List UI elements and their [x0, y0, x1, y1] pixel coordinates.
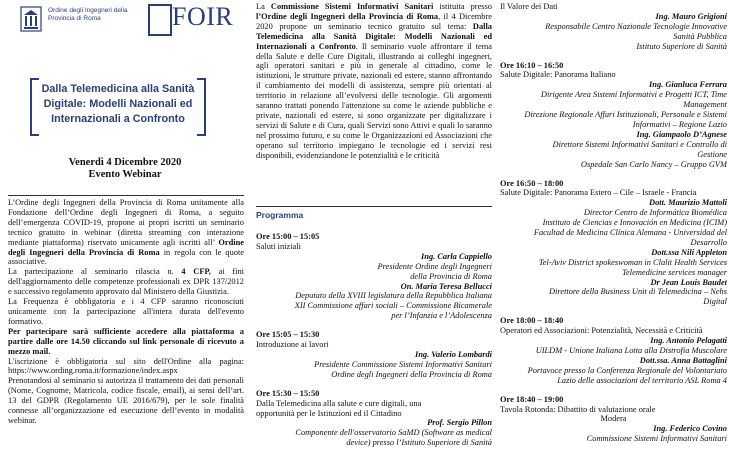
program-topic: opportunità per le Istituzioni ed il Cittadino [256, 408, 402, 418]
speaker-name: Dott.ssa Nili Appleton [651, 247, 727, 257]
program-item [500, 395, 727, 445]
event-title-box [30, 78, 206, 132]
speaker-role: Gestione [697, 149, 727, 159]
speaker-role: Ordine degli Ingegneri della Provincia di Roma [331, 369, 492, 379]
speaker-role: Digital [703, 297, 727, 307]
text-run: La partecipazione al seminario rilascia n. [8, 267, 182, 277]
middle-column [256, 0, 492, 450]
program-item [500, 61, 727, 170]
program-topic: Il Valore dei Dati [500, 2, 558, 11]
right-column [500, 0, 727, 450]
speaker-role: Director Centro de Informática Biomédica [583, 208, 727, 218]
speaker-role: Modera [600, 414, 627, 424]
speaker-role: XII Commissione affari sociali – Commissione Bicamerale [294, 301, 492, 311]
text-run: istituita presso [433, 2, 492, 11]
info-paragraph [8, 376, 244, 426]
speaker-name: Ing. Giampaolo D’Agnese [636, 129, 727, 139]
speaker-name: Ing. Valerio Lombardi [414, 349, 492, 359]
speaker-name: Dott. Maurizio Mattoli [649, 198, 727, 208]
speaker-role: Commissione Sistemi Informativi Sanitari [586, 434, 727, 444]
speaker-name: Ing. Federico Covino [653, 424, 727, 434]
event-title [40, 82, 196, 127]
bold-text: Commissione Sistemi Informativi Sanitari [270, 2, 434, 11]
bold-text: 4 CFP, [181, 267, 211, 277]
speaker-name: Prof. Sergio Pillon [427, 418, 492, 428]
building-icon [20, 6, 42, 32]
ordine-name: Ordine degli Ingegneri della Provincia di Roma [48, 7, 128, 22]
program-item [500, 179, 727, 308]
text-run: Prenotandosi al seminario si autorizza il trattamento dei dati personali (Nome, Cognome, Matricola, codice fiscale, email), ai sensi dell’art. 13 del GDPR (Regolamento UE 2016/679), per le sole finalità connesse all’organizzazione ed esecuzione dell’evento in modalità webinar. [8, 376, 244, 425]
program-item [256, 232, 492, 321]
speaker-name: On. Maria Teresa Bellucci [400, 281, 492, 291]
foir-logo: FOIR [172, 2, 234, 31]
program-time: Ore 18:40 – 19:00 [500, 394, 564, 404]
program-topic: Operatori ed Associazioni: Potenzialità, Necessità e Criticità [500, 326, 703, 336]
divider [8, 195, 244, 196]
speaker-name: Dr Jean Louis Baudet [650, 277, 727, 287]
program-topic: Tavola Rotonda: Dibattito di valutazione orale [500, 404, 656, 414]
speaker-role: per l’Infanzia e l’Adolescenza [391, 311, 492, 321]
program-time: Ore 15:30 – 15:50 [256, 388, 320, 398]
text-run: . Il seminario vuole affrontare il tema della Salute e delle Cure Digitali, illustrando ai colleghi ingegneri, agli operatori sanitari e più in generale al cittadino, come le istituzioni, le strutture private, nazionali ed estere, stanno affrontando il cambiamento dei modelli di assistenza, sempre più orientati al territorio in relazione all’evolversi delle tecnologie. Gli argomenti saranno trattati ponendo l'attenzione su come le aziende pubbliche e private, nazionali ed estere, si sono organizzate per digitalizzare i servizi di Salute e di Cura, quali Servizi sono Attivi e quali lo saranno nel prossimo futuro, e su come le Organizzazioni ed Associazioni che operano sul territorio impiegano le tecnologie ed i servizi resi disponibili, evidenziandone le potenzialità e le criticità [256, 41, 492, 160]
speaker-role: Componente dell'osservatorio SaMD (Software as medical [295, 428, 492, 438]
speaker-role: Lazio delle associazioni del territorio ASL Roma 4 [557, 375, 727, 385]
program-list-continued [500, 2, 727, 450]
intro-paragraph [256, 2, 492, 161]
program-time: Ore 16:50 – 18:00 [500, 178, 564, 188]
info-paragraph [8, 357, 244, 377]
program-topic: Saluti iniziali [256, 241, 301, 251]
speaker-role: Istituto Superiore di Sanità [636, 41, 727, 51]
event-title-line: Dalla Telemedicina alla Sanità [41, 83, 195, 95]
speaker-role: Informativi – Regione Lazio [632, 119, 727, 129]
speaker-name: Ing. Carla Cappiello [421, 251, 492, 261]
event-info-text [8, 198, 244, 426]
program-topic: Salute Digitale: Panorama Italiano [500, 70, 616, 80]
speaker-role: Direzione Regionale Affari Istituzionali, Personale e Sistemi [524, 110, 727, 120]
event-title-line: Internazionali a Confronto [51, 113, 185, 125]
speaker-role: Facultad de Medicina Clínica Alemana - Universidad del [533, 228, 727, 238]
speaker-role: Management [683, 100, 727, 110]
text-run: La [256, 2, 271, 11]
event-title-line: Digitale: Modelli Nazionali ed [43, 98, 193, 110]
program-topic: Introduzione ai lavori [256, 340, 329, 350]
bracket-right [197, 78, 206, 136]
bold-text: Ordine degli Ingegneri della Provincia di Roma [8, 237, 244, 257]
event-type: Evento Webinar [88, 169, 162, 180]
speaker-role: Portavoce presso la Conferenza Regionale del Volontariato [527, 365, 727, 375]
speaker-role: Desarrollo [690, 237, 727, 247]
info-paragraph [8, 327, 244, 357]
bracket-left [30, 78, 39, 136]
speaker-role: Direttore Sistemi Informativi Sanitari e Controllo di [552, 139, 727, 149]
program-time: Ore 16:10 – 16:50 [500, 60, 564, 70]
text-run: ai fini dell'aggiornamento delle competenze professionali ex DPR 137/2012 e successivo regolamento approvato dal Ministero della Giustizia. [8, 267, 244, 297]
speaker-role: Deputato della XVIII legislatura della Repubblica Italiana [295, 291, 492, 301]
speaker-name: Ing. Antonio Pelagatti [650, 336, 727, 346]
program-time: Ore 15:00 – 15:05 [256, 232, 320, 241]
bold-text: Per partecipare sarà sufficiente accedere alla piattaforma a partire dalle ore 14.50 cliccando sul link personale di ricevuto a mezzo mail. [8, 326, 244, 356]
speaker-name: Dott.ssa. Anna Battaglini [639, 355, 727, 365]
divider [256, 206, 492, 207]
speaker-role: Instituto de Ciencias e Innovación en Medicina (ICIM) [542, 218, 727, 228]
program-heading: Programma [256, 210, 304, 220]
speaker-role: della Provincia di Roma [410, 271, 492, 281]
speaker-role: Sanità Pubblica [673, 31, 727, 41]
program-time: Ore 15:05 – 15:30 [256, 330, 320, 340]
program-list [256, 232, 492, 450]
header-logos [2, 0, 248, 60]
text-run: La Frequenza è obbligatoria e i 4 CFP saranno riconosciuti unicamente con la partecipazione all'intera durata dell'evento formativo. [8, 297, 244, 326]
speaker-role: UILDM - Unione Italiana Lotta alla Distrofia Muscolare [535, 346, 727, 355]
info-paragraph [8, 267, 244, 297]
bold-text: Dalla Telemedicina alla Sanità Digitale: Modelli Nazionali ed Internazionali a Confronto [256, 21, 492, 51]
text-run: , il 4 Dicembre 2020 propone un seminario tecnico gratuito sul tema: [256, 11, 492, 31]
program-item [256, 330, 492, 380]
event-date: Venerdì 4 Dicembre 2020 [68, 157, 182, 168]
speaker-role: Dirigente Area Sistemi Informativi e Progetti ICT, Time [540, 90, 727, 100]
speaker-role: Ospedale San Carlo Nancy – Gruppo GVM [580, 159, 727, 169]
speaker-role: Direttore della Business Unit di Telemedicina – Nehs [549, 287, 727, 297]
speaker-role: Telemedicine services manager [622, 267, 727, 277]
info-paragraph [8, 297, 244, 327]
speaker-name: Ing. Gianluca Ferrara [649, 80, 727, 90]
program-item [500, 316, 727, 385]
info-paragraph [8, 198, 244, 267]
program-time: Ore 18:00 – 18:40 [500, 316, 564, 326]
program-item [256, 389, 492, 448]
text-run: in regola con le quote associative. [8, 247, 244, 267]
speaker-role: Tel-Aviv District spokeswoman in Clalit Health Services [538, 257, 727, 267]
left-column [2, 0, 248, 450]
speaker-role: Presidente Ordine degli Ingegneri [377, 261, 492, 271]
program-topic: Salute Digitale: Panorama Estero – Cile – Israele - Francia [500, 188, 697, 198]
speaker-role: Responsabile Centro Nazionale Tecnologie Innovative [545, 21, 727, 31]
bold-text: l’Ordine degli Ingegneri della Provincia di Roma [256, 11, 439, 21]
text-run: L'iscrizione è obbligatoria sul sito dell'Ordine alla pagina: https://www.ording.roma.it/formazione/index.aspx [8, 356, 244, 376]
speaker-name: Ing. Mauro Grigioni [655, 11, 727, 21]
speaker-role: device) presso l’Istituto Superiore di Sanità [346, 438, 492, 448]
speaker-role: Presidente Commissione Sistemi Informativi Sanitari [314, 359, 492, 369]
program-item [500, 2, 727, 52]
text-run: L’Ordine degli Ingegneri della Provincia di Roma unitamente alla Fondazione dell’Ordine degli Ingegneri di Roma, a seguito dell’emergenza COVID-19, propone ai propri iscritti un seminario tecnico gratuito in webinar (diretta streaming con interazione mediante piattaforma) riservato unicamente agli iscritti all’ [8, 198, 244, 247]
foir-emblem-icon [148, 4, 172, 36]
program-topic: Dalla Telemedicina alla salute e cure digitali, una [256, 398, 422, 408]
